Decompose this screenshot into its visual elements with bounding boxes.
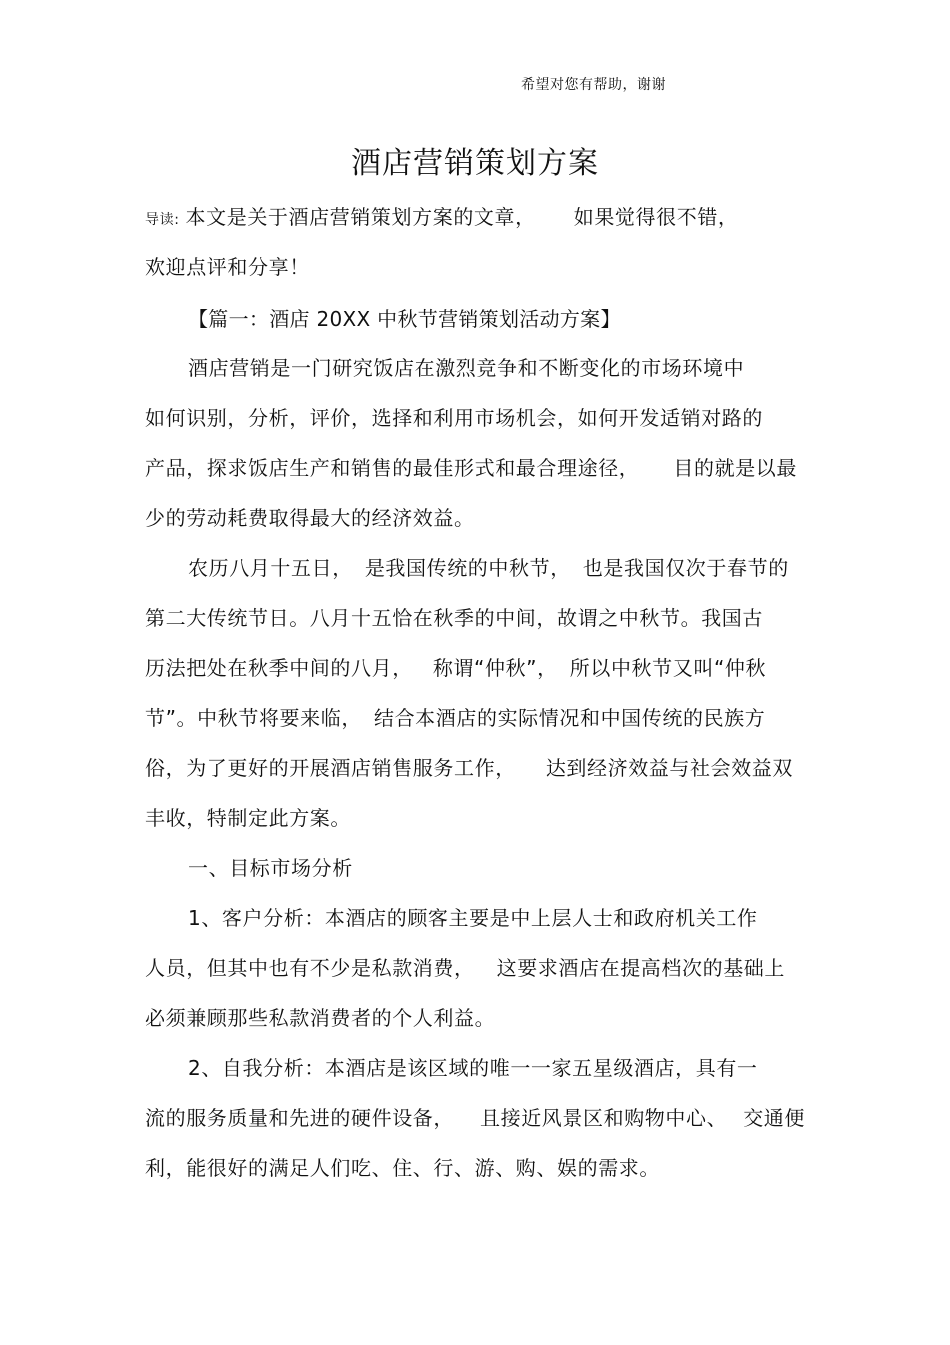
paragraph-3-line-1: 1、客户分析：本酒店的顾客主要是中上层人士和政府机关工作	[188, 906, 758, 930]
paragraph-2-line-5a: 俗，为了更好的开展酒店销售服务工作，	[145, 756, 516, 780]
paragraph-2-line-5	[145, 753, 793, 783]
paragraph-2-line-3b: 称谓“仲秋”，	[432, 656, 558, 680]
paragraph-2-line-6: 丰收，特制定此方案。	[145, 806, 351, 830]
paragraph-3-line-2a: 人员，但其中也有不少是私款消费，	[145, 956, 475, 980]
paragraph-4-line-3: 利，能很好的满足人们吃、住、行、游、购、娱的需求。	[145, 1156, 660, 1180]
section-title: 【篇一：酒店 20XX 中秋节营销策划活动方案】	[188, 307, 621, 331]
paragraph-2-line-5b: 达到经济效益与社会效益双	[545, 756, 794, 780]
paragraph-2-line-1	[188, 553, 789, 583]
paragraph-2-line-2: 第二大传统节日。八月十五恰在秋季的中间，故谓之中秋节。我国古	[145, 606, 763, 630]
paragraph-3-line-3: 必须兼顾那些私款消费者的个人利益。	[145, 1006, 496, 1030]
paragraph-2-line-3a: 历法把处在秋季中间的八月，	[145, 656, 413, 680]
lead-text-b: 如果觉得很不错，	[573, 205, 739, 229]
heading-target-market: 一、目标市场分析	[188, 856, 353, 880]
paragraph-1-line-3	[145, 453, 797, 483]
header-note: 希望对您有帮助，谢谢	[521, 77, 666, 93]
lead-text-a: 本文是关于酒店营销策划方案的文章，	[185, 205, 536, 229]
paragraph-2-line-4b: 结合本酒店的实际情况和中国传统的民族方	[373, 706, 766, 730]
paragraph-2-line-1c: 也是我国仅次于春节的	[582, 556, 789, 580]
lead-label: 导读:	[145, 212, 180, 228]
paragraph-2-line-3c: 所以中秋节又叫“仲秋	[569, 656, 767, 680]
paragraph-4-line-2b: 且接近风景区和购物中心、	[480, 1106, 728, 1130]
paragraph-2-line-4	[145, 703, 765, 733]
paragraph-2-line-3	[145, 653, 766, 683]
lead-line-2: 欢迎点评和分享！	[145, 255, 310, 279]
lead-line-1	[145, 202, 739, 235]
paragraph-4-line-1: 2、自我分析：本酒店是该区域的唯一一家五星级酒店，具有一	[188, 1056, 758, 1080]
paragraph-1-line-3b: 目的就是以最	[673, 456, 798, 480]
paragraph-1-line-2: 如何识别，分析，评价，选择和利用市场机会，如何开发适销对路的	[145, 406, 763, 430]
document-title: 酒店营销策划方案	[351, 146, 599, 181]
paragraph-1-line-1: 酒店营销是一门研究饭店在激烈竞争和不断变化的市场环境中	[188, 356, 745, 380]
paragraph-4-line-2	[145, 1103, 805, 1133]
paragraph-2-line-1a: 农历八月十五日，	[188, 556, 353, 580]
paragraph-4-line-2c: 交通便	[743, 1106, 806, 1130]
paragraph-2-line-4a: 节”。中秋节将要来临，	[145, 706, 362, 730]
paragraph-3-line-2b: 这要求酒店在提高档次的基础上	[496, 956, 786, 980]
paragraph-4-line-2a: 流的服务质量和先进的硬件设备，	[145, 1106, 454, 1130]
paragraph-1-line-3a: 产品，探求饭店生产和销售的最佳形式和最合理途径，	[145, 456, 640, 480]
paragraph-2-line-1b: 是我国传统的中秋节，	[364, 556, 571, 580]
paragraph-1-line-4: 少的劳动耗费取得最大的经济效益。	[145, 506, 475, 530]
paragraph-3-line-2	[145, 953, 785, 983]
